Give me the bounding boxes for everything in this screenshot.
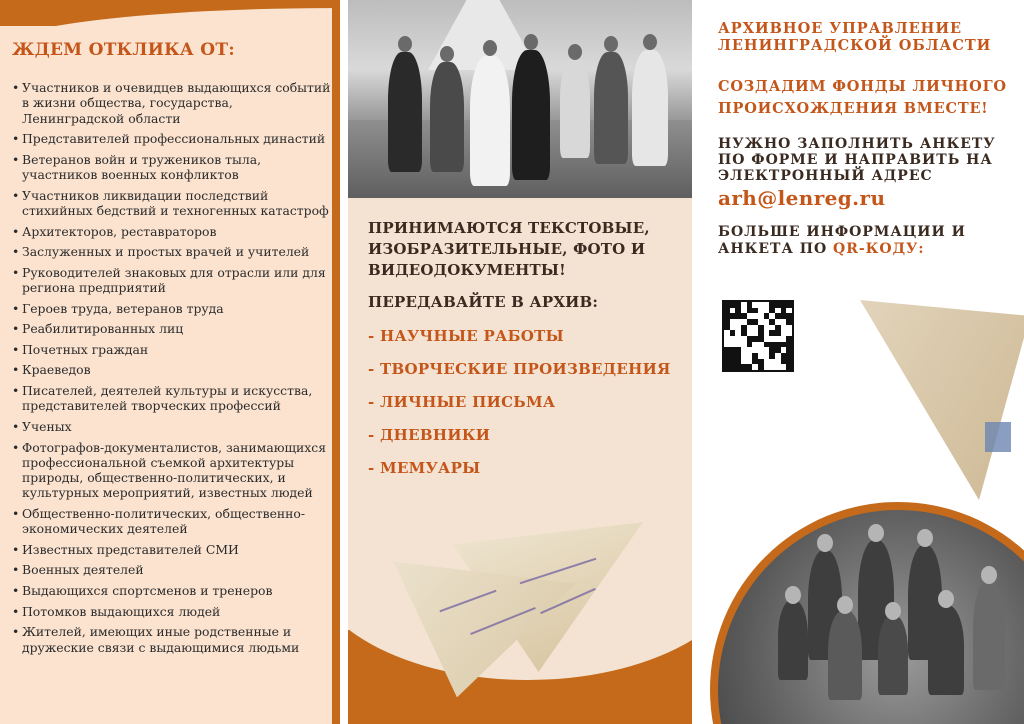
department-title: АРХИВНОЕ УПРАВЛЕНИЕ ЛЕНИНГРАДСКОЙ ОБЛАСТИ — [718, 20, 992, 54]
list-item: - ТВОРЧЕСКИЕ ПРОИЗВЕДЕНИЯ — [368, 360, 671, 378]
respondents-list — [12, 80, 334, 660]
triangle-letter — [860, 300, 1024, 500]
list-item: • Почетных граждан — [12, 342, 334, 357]
person-figure — [430, 62, 464, 172]
handover-list — [368, 327, 688, 477]
more-info-text — [718, 224, 1008, 258]
instructions-text: НУЖНО ЗАПОЛНИТЬ АНКЕТУ ПО ФОРМЕ И НАПРАВИТЬ НА ЭЛЕКТРОННЫЙ АДРЕС — [718, 136, 996, 184]
list-item: • Краеведов — [12, 362, 334, 377]
accepted-documents-text: ПРИНИМАЮТСЯ ТЕКСТОВЫЕ, ИЗОБРАЗИТЕЛЬНЫЕ, ФОТО И ВИДЕОДОКУМЕНТЫ! — [368, 219, 650, 279]
list-item: • Известных представителей СМИ — [12, 542, 334, 557]
documents-text-block — [368, 218, 688, 492]
person-figure — [632, 50, 668, 166]
list-item: • Руководителей знаковых для отрасли или для региона предприятий — [12, 265, 334, 296]
postage-stamp — [985, 422, 1011, 452]
person-figure — [778, 600, 808, 680]
person-head — [440, 46, 454, 62]
list-item: • Выдающихся спортсменов и тренеров — [12, 583, 334, 598]
list-item: - ЛИЧНЫЕ ПИСЬМА — [368, 393, 556, 411]
person-figure — [560, 58, 590, 158]
list-item: • Военных деятелей — [12, 562, 334, 577]
list-item: • Ученых — [12, 419, 334, 434]
person-head — [885, 602, 901, 620]
qr-module — [786, 364, 792, 370]
person-head — [483, 40, 497, 56]
qr-word: QR-КОДУ: — [833, 241, 925, 257]
family-photo — [718, 510, 1024, 724]
panel-contacts — [700, 0, 1024, 724]
person-head — [868, 524, 884, 542]
list-item: - НАУЧНЫЕ РАБОТЫ — [368, 327, 564, 345]
call-to-action: СОЗДАДИМ ФОНДЫ ЛИЧНОГО ПРОИСХОЖДЕНИЯ ВМЕСТЕ! — [718, 78, 1007, 117]
person-figure — [388, 52, 422, 172]
person-figure — [512, 50, 550, 180]
person-figure — [878, 615, 908, 695]
wedding-photo — [348, 0, 692, 198]
person-figure — [828, 610, 862, 700]
handover-heading: ПЕРЕДАВАЙТЕ В АРХИВ: — [368, 293, 599, 311]
list-item: • Ветеранов войн и тружеников тыла, участников военных конфликтов — [12, 152, 334, 183]
person-head — [917, 529, 933, 547]
person-head — [938, 590, 954, 608]
panel-respondents — [0, 0, 340, 724]
list-item: • Общественно-политических, общественно-экономических деятелей — [12, 506, 334, 537]
person-figure — [470, 56, 510, 186]
list-item: - ДНЕВНИКИ — [368, 426, 491, 444]
list-item: - МЕМУАРЫ — [368, 459, 481, 477]
list-item: • Представителей профессиональных династий — [12, 131, 334, 146]
list-item: • Писателей, деятелей культуры и искусства, представителей творческих профессий — [12, 383, 334, 414]
person-head — [981, 566, 997, 584]
panel-documents — [348, 0, 692, 724]
list-item: • Жителей, имеющих иные родственные и дружеские связи с выдающимися людьми — [12, 624, 334, 655]
list-item: • Героев труда, ветеранов труда — [12, 301, 334, 316]
list-item: • Заслуженных и простых врачей и учителей — [12, 244, 334, 259]
person-head — [837, 596, 853, 614]
more-info-prefix: БОЛЬШЕ ИНФОРМАЦИИ И АНКЕТА ПО — [718, 224, 966, 257]
qr-code-icon[interactable] — [722, 300, 794, 372]
person-head — [568, 44, 582, 60]
person-head — [643, 34, 657, 50]
list-item: • Фотографов-документалистов, занимающихся профессиональной съемкой архитектуры природы, общественно-политических, и культурных мероприятий, известных людей — [12, 440, 334, 501]
person-head — [817, 534, 833, 552]
person-head — [398, 36, 412, 52]
list-item: • Архитекторов, реставраторов — [12, 224, 334, 239]
respondents-heading: ЖДЕМ ОТКЛИКА ОТ: — [12, 40, 235, 60]
person-head — [524, 34, 538, 50]
person-head — [785, 586, 801, 604]
email-link[interactable]: arh@lenreg.ru — [718, 186, 886, 210]
person-figure — [594, 52, 628, 164]
list-item: • Потомков выдающихся людей — [12, 604, 334, 619]
person-head — [604, 36, 618, 52]
list-item: • Реабилитированных лиц — [12, 321, 334, 336]
person-figure — [973, 580, 1005, 690]
person-figure — [928, 605, 964, 695]
list-item: • Участников и очевидцев выдающихся событий в жизни общества, государства, Ленинградской области — [12, 80, 334, 126]
list-item: • Участников ликвидации последствий стихийных бедствий и техногенных катастроф — [12, 188, 334, 219]
